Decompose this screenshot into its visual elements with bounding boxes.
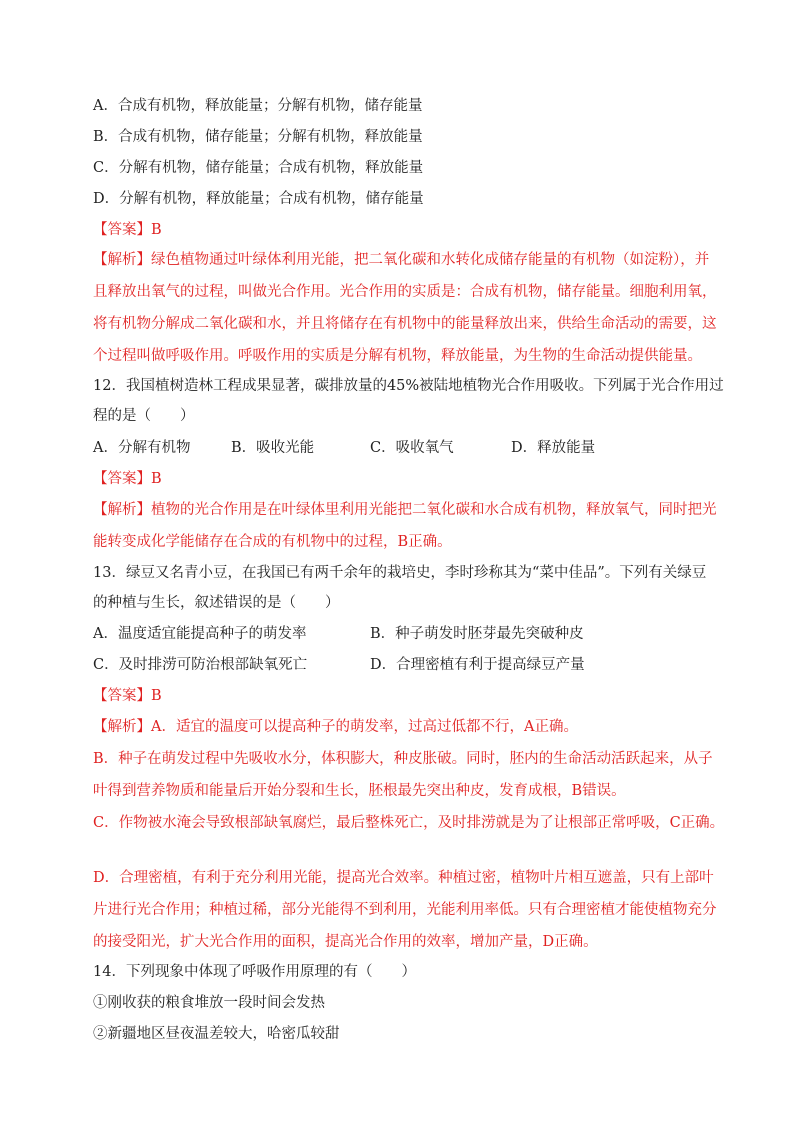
q12-option-b: B．吸收光能 xyxy=(231,440,315,456)
q14-item-1: ①刚收获的粮食堆放一段时间会发热 xyxy=(93,995,325,1011)
q12-stem-line-1: 12．我国植树造林工程成果显著，碳排放量的45%被陆地植物光合作用吸收。下列属于光合作用过 xyxy=(93,378,724,394)
q13-option-b: B．种子萌发时胚芽最先突破种皮 xyxy=(370,626,584,642)
q13-analysis-b-line-1: B．种子在萌发过程中先吸收水分，体积膨大，种皮胀破。同时，胚内的生命活动活跃起来，从子 xyxy=(93,751,713,767)
q12-option-a: A．分解有机物 xyxy=(93,440,191,456)
q12-answer xyxy=(93,469,162,489)
answer-tag: 【答案】 xyxy=(93,222,151,238)
analysis-tag: 【解析】 xyxy=(93,252,151,268)
analysis-tag: 【解析】 xyxy=(93,502,151,518)
q12-analysis-line-1: 【解析】植物的光合作用是在叶绿体里利用光能把二氧化碳和水合成有机物，释放氧气，同时把光 xyxy=(93,502,717,518)
analysis-tag: 【解析】 xyxy=(93,719,151,735)
answer-tag: 【答案】 xyxy=(93,688,151,704)
q13-analysis-d-line-2: 片进行光合作用；种植过稀，部分光能得不到利用，光能利用率低。只有合理密植才能使植物充分 xyxy=(93,902,717,918)
q12-analysis-line-2: 能转变成化学能储存在合成的有机物中的过程，B正确。 xyxy=(93,534,452,550)
q13-option-a: A．温度适宜能提高种子的萌发率 xyxy=(93,626,307,642)
q12-option-c: C．吸收氧气 xyxy=(370,440,454,456)
q13-answer xyxy=(93,686,162,706)
q11-analysis-line-4: 个过程叫做呼吸作用。呼吸作用的实质是分解有机物，释放能量，为生物的生命活动提供能量。 xyxy=(93,348,702,364)
q13-stem-line-1: 13．绿豆又名青小豆，在我国已有两千余年的栽培史，李时珍称其为“菜中佳品”。下列有关绿豆 xyxy=(93,565,707,581)
q11-analysis-line-1: 【解析】绿色植物通过叶绿体利用光能，把二氧化碳和水转化成储存能量的有机物（如淀粉），并 xyxy=(93,252,710,268)
answer-value: B xyxy=(151,471,162,487)
q11-analysis-line-3: 将有机物分解成二氧化碳和水，并且将储存在有机物中的能量释放出来，供给生命活动的需要，这 xyxy=(93,316,717,332)
q14-stem: 14．下列现象中体现了呼吸作用原理的有（ ） xyxy=(93,964,416,980)
q13-stem-line-2: 的种植与生长，叙述错误的是（ ） xyxy=(93,595,340,611)
q11-analysis-line-2: 且释放出氧气的过程，叫做光合作用。光合作用的实质是：合成有机物，储存能量。细胞利用氧， xyxy=(93,284,717,300)
q13-analysis-a: 【解析】A．适宜的温度可以提高种子的萌发率，过高过低都不行，A正确。 xyxy=(93,719,578,735)
q13-analysis-d-line-3: 的接受阳光，扩大光合作用的面积，提高光合作用的效率，增加产量，D正确。 xyxy=(93,934,598,950)
q11-option-a: A．合成有机物，释放能量；分解有机物，储存能量 xyxy=(93,98,423,114)
q14-item-2: ②新疆地区昼夜温差较大，哈密瓜较甜 xyxy=(93,1026,340,1042)
answer-value: B xyxy=(151,222,162,238)
q13-option-d: D．合理密植有利于提高绿豆产量 xyxy=(370,657,585,673)
q12-option-d: D．释放能量 xyxy=(511,440,596,456)
q12-stem-line-2: 程的是（ ） xyxy=(93,408,195,424)
q13-analysis-c: C．作物被水淹会导致根部缺氧腐烂，最后整株死亡，及时排涝就是为了让根部正常呼吸，C正确。 xyxy=(93,815,725,831)
answer-value: B xyxy=(151,688,162,704)
q11-option-c: C．分解有机物，储存能量；合成有机物，释放能量 xyxy=(93,160,424,176)
q11-answer xyxy=(93,220,162,240)
q13-analysis-d-line-1: D．合理密植，有利于充分利用光能，提高光合效率。种植过密，植物叶片相互遮盖，只有上部叶 xyxy=(93,870,714,886)
q13-analysis-b-line-2: 叶得到营养物质和能量后开始分裂和生长，胚根最先突出种皮，发育成根，B错误。 xyxy=(93,783,626,799)
answer-tag: 【答案】 xyxy=(93,471,151,487)
q13-option-c: C．及时排涝可防治根部缺氧死亡 xyxy=(93,657,308,673)
q11-option-b: B．合成有机物，储存能量；分解有机物，释放能量 xyxy=(93,129,423,145)
q11-option-d: D．分解有机物，释放能量；合成有机物，储存能量 xyxy=(93,191,424,207)
